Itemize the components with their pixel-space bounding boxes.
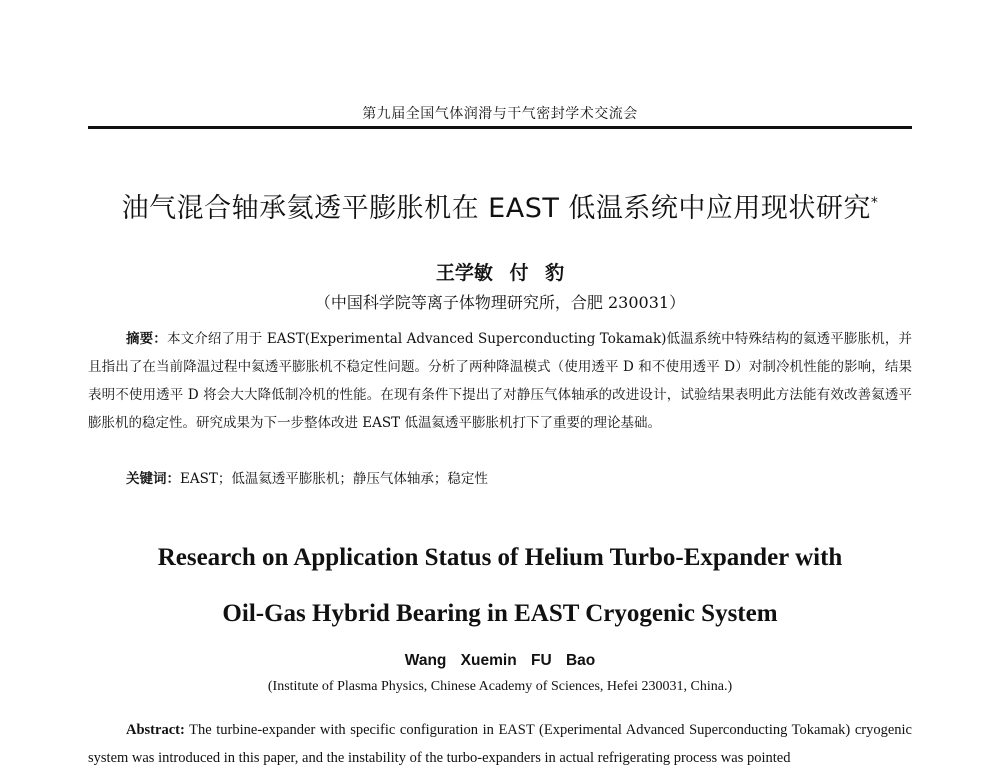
affiliation-en: (Institute of Plasma Physics, Chinese Academy of Sciences, Hefei 230031, China.): [267, 679, 733, 694]
abstract-cn-label: 摘要：: [126, 331, 167, 347]
abstract-en-label: Abstract:: [126, 722, 185, 738]
keywords-cn-text: EAST；低温氦透平膨胀机；静压气体轴承；稳定性: [180, 471, 488, 487]
paper-title-en: [0, 530, 1000, 642]
authors-en: Wang Xuemin FU Bao: [404, 652, 596, 669]
keywords-cn: [126, 467, 912, 487]
keywords-cn-label: 关键词：: [126, 471, 180, 487]
header-rule: [88, 126, 912, 129]
title-en-line-1: Research on Application Status of Helium Turbo-Expander with: [157, 544, 843, 571]
abstract-cn: [88, 325, 912, 437]
abstract-cn-text: 本文介绍了用于 EAST(Experimental Advanced Superconducting Tokamak)低温系统中特殊结构的氦透平膨胀机，并且指出了在当前降温过程中氦透平膨胀机不稳定性问题。分析了两种降温模式（使用透平 D 和不使用透平 D）对制冷机性能的影响，结果表明不使用透平 D 将会大大降低制冷机的性能。在现有条件下提出了对静压气体轴承的改进设计，试验结果表明此方法能有效改善氦透平膨胀机的稳定性。研究成果为下一步整体改进 EAST 低温氦透平膨胀机打下了重要的理论基础。: [88, 331, 912, 431]
title-en-line-2: Oil-Gas Hybrid Bearing in EAST Cryogenic System: [222, 600, 778, 627]
abstract-en: [88, 716, 912, 772]
conference-header: 第九届全国气体润滑与干气密封学术交流会: [362, 106, 638, 122]
paper-title-cn: [0, 186, 1000, 225]
affiliation-cn: （中国科学院等离子体物理研究所，合肥 230031）: [314, 293, 686, 312]
title-footnote-mark: *: [870, 195, 879, 211]
authors-cn: 王学敏 付 豹: [435, 262, 565, 284]
title-cn-text: 油气混合轴承氦透平膨胀机在 EAST 低温系统中应用现状研究: [121, 193, 871, 224]
abstract-en-text: The turbine-expander with specific configuration in EAST (Experimental Advanced Superconducting Tokamak) cryogenic system was introduced in this paper, and the instability of the turbo-expanders in actual refrigerating process was pointed: [88, 722, 912, 766]
